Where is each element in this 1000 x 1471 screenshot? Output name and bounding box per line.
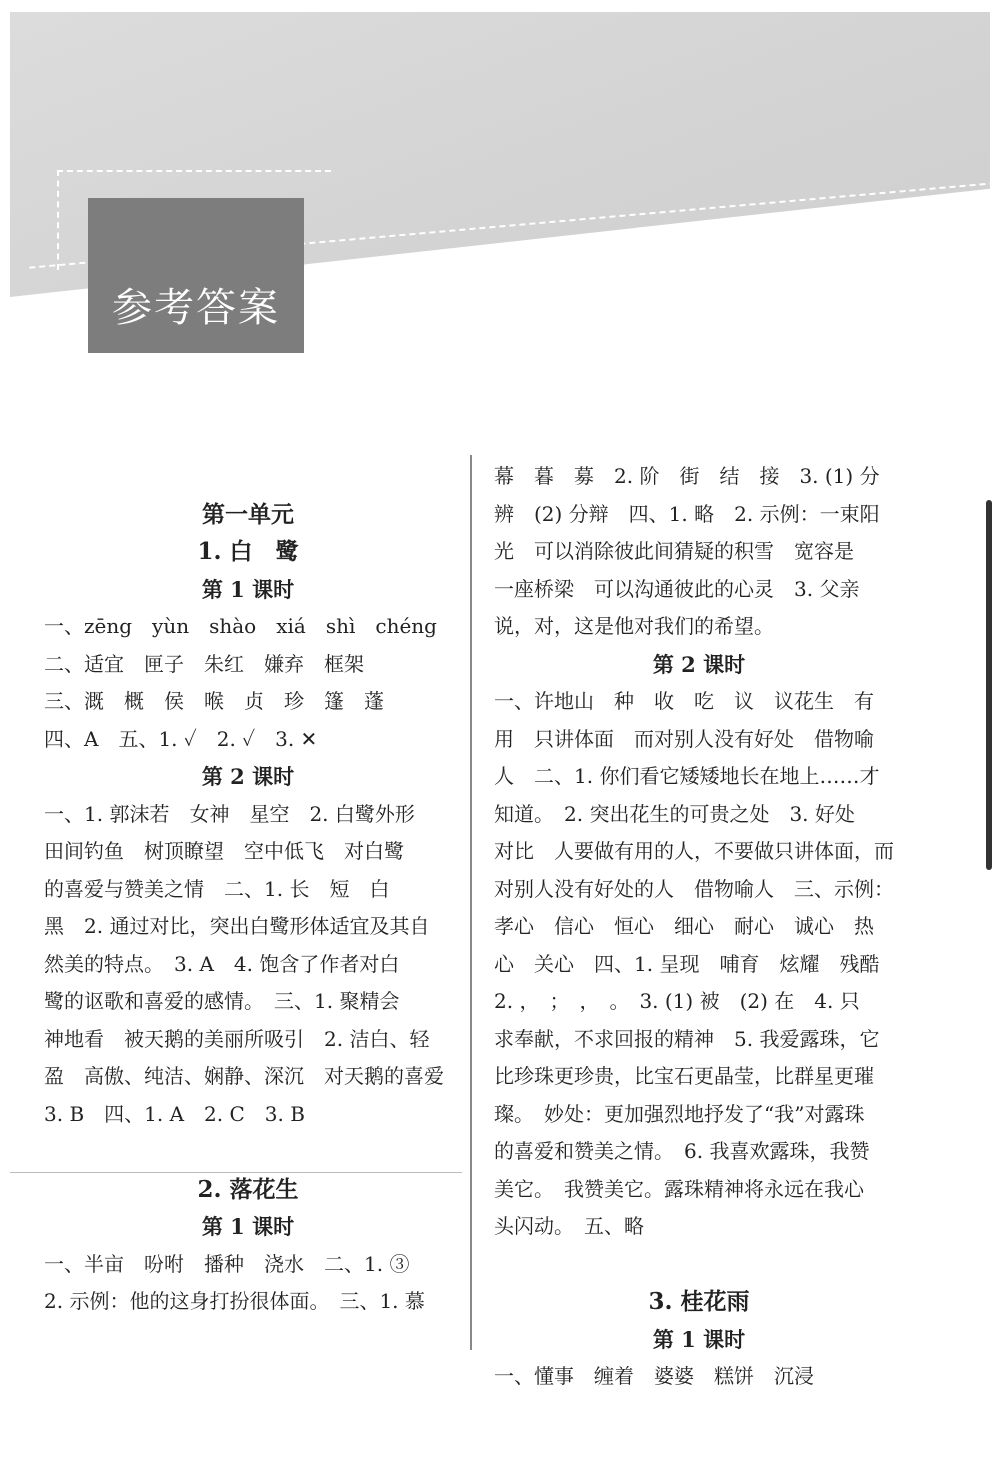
answer-line: 璨。 妙处：更加强烈地抒发了“我”对露珠 <box>494 1101 865 1126</box>
answer-line: 神地看 被天鹅的美丽所吸引 2. 洁白、轻 <box>44 1026 430 1051</box>
lesson-heading: 第 1 课时 <box>201 576 295 602</box>
answer-line: 美它。 我赞美它。露珠精神将永远在我心 <box>494 1176 864 1201</box>
answer-line: 心 关心 四、1. 呈现 哺育 炫耀 残酷 <box>494 951 880 976</box>
right-column <box>494 458 904 1396</box>
answer-line: 2. 示例：他的这身打扮很体面。 三、1. 慕 <box>44 1289 425 1313</box>
answer-line: 四、A 五、1. ✓ 2. ✓ 3. ✕ <box>44 726 318 751</box>
answer-line: 光 可以消除彼此间猜疑的积雪 宽容是 <box>494 539 854 563</box>
section-heading: 第一单元 <box>202 500 294 528</box>
answer-line: 求奉献，不求回报的精神 5. 我爱露珠，它 <box>494 1026 880 1051</box>
left-column <box>44 458 452 1321</box>
answer-line: 盈 高傲、纯洁、娴静、深沉 对天鹅的喜爱 <box>44 1064 444 1088</box>
answer-line: 头闪动。 五、略 <box>494 1214 644 1238</box>
section-heading: 2. 落花生 <box>197 1175 299 1203</box>
answer-line: 一座桥梁 可以沟通彼此的心灵 3. 父亲 <box>494 576 860 601</box>
answer-line <box>44 458 452 496</box>
answer-line <box>44 1133 452 1171</box>
answer-line: 一、zēng yùn shào xiá shì chéng <box>44 614 437 638</box>
lesson-heading: 第 1 课时 <box>201 1214 295 1239</box>
answer-line: 比珍珠更珍贵，比宝石更晶莹，比群星更璀 <box>494 1064 874 1088</box>
answer-line: 一、1. 郭沫若 女神 星空 2. 白鹭外形 <box>44 801 415 826</box>
section-heading: 3. 桂花雨 <box>648 1288 750 1315</box>
section-divider <box>10 1172 462 1173</box>
answer-line: 知道。 2. 突出花生的可贵之处 3. 好处 <box>494 801 855 826</box>
lesson-heading: 第 2 课时 <box>201 764 295 789</box>
answer-line: 二、适宜 匣子 朱红 嫌弃 框架 <box>44 651 364 676</box>
answer-line: 的喜爱和赞美之情。 6. 我喜欢露珠，我赞 <box>494 1139 870 1163</box>
answer-line: 一、许地山 种 收 吃 议 议花生 有 <box>494 689 874 713</box>
column-divider <box>470 455 472 1350</box>
answer-line: 鹭的讴歌和喜爱的感情。 三、1. 聚精会 <box>44 989 400 1013</box>
page-title: 参考答案 <box>112 285 280 331</box>
lesson-heading: 第 1 课时 <box>652 1326 746 1352</box>
answer-line: 田间钓鱼 树顶瞭望 空中低飞 对白鹭 <box>44 839 404 863</box>
section-heading: 1. 白 鹭 <box>197 538 299 565</box>
answer-line: 说，对，这是他对我们的希望。 <box>494 614 774 638</box>
answer-line: 黑 2. 通过对比，突出白鹭形体适宜及其自 <box>44 914 430 938</box>
answer-line: 一、半亩 吩咐 播种 浇水 二、1. ③ <box>44 1251 410 1276</box>
answer-line: 孝心 信心 恒心 细心 耐心 诚心 热 <box>494 914 874 938</box>
answer-line: 一、懂事 缠着 婆婆 糕饼 沉浸 <box>494 1364 814 1388</box>
answer-line: 3. B 四、1. A 2. C 3. B <box>44 1101 305 1126</box>
answer-line: 然美的特点。 3. A 4. 饱含了作者对白 <box>44 951 400 976</box>
answer-line: 用 只讲体面 而对别人没有好处 借物喻 <box>494 726 874 751</box>
answer-line: 幕 暮 募 2. 阶 街 结 接 3. (1) 分 <box>494 464 880 488</box>
answer-line: 人 二、1. 你们看它矮矮地长在地上……才 <box>494 764 880 788</box>
answer-line: 的喜爱与赞美之情 二、1. 长 短 白 <box>44 876 390 901</box>
page-edge-bar <box>986 500 992 870</box>
lesson-heading: 第 2 课时 <box>652 651 746 677</box>
answer-line: 辨 (2) 分辩 四、1. 略 2. 示例：一束阳 <box>494 501 880 526</box>
answer-line: 2. ， ； ， 。 3. (1) 被 (2) 在 4. 只 <box>494 989 860 1013</box>
title-block <box>88 198 304 353</box>
answer-line: 对别人没有好处的人 借物喻人 三、示例： <box>494 876 894 901</box>
answer-line <box>494 1246 904 1284</box>
answer-line: 三、溉 概 侯 喉 贞 珍 篷 蓬 <box>44 689 384 713</box>
answer-line: 对比 人要做有用的人，不要做只讲体面，而 <box>494 839 894 863</box>
